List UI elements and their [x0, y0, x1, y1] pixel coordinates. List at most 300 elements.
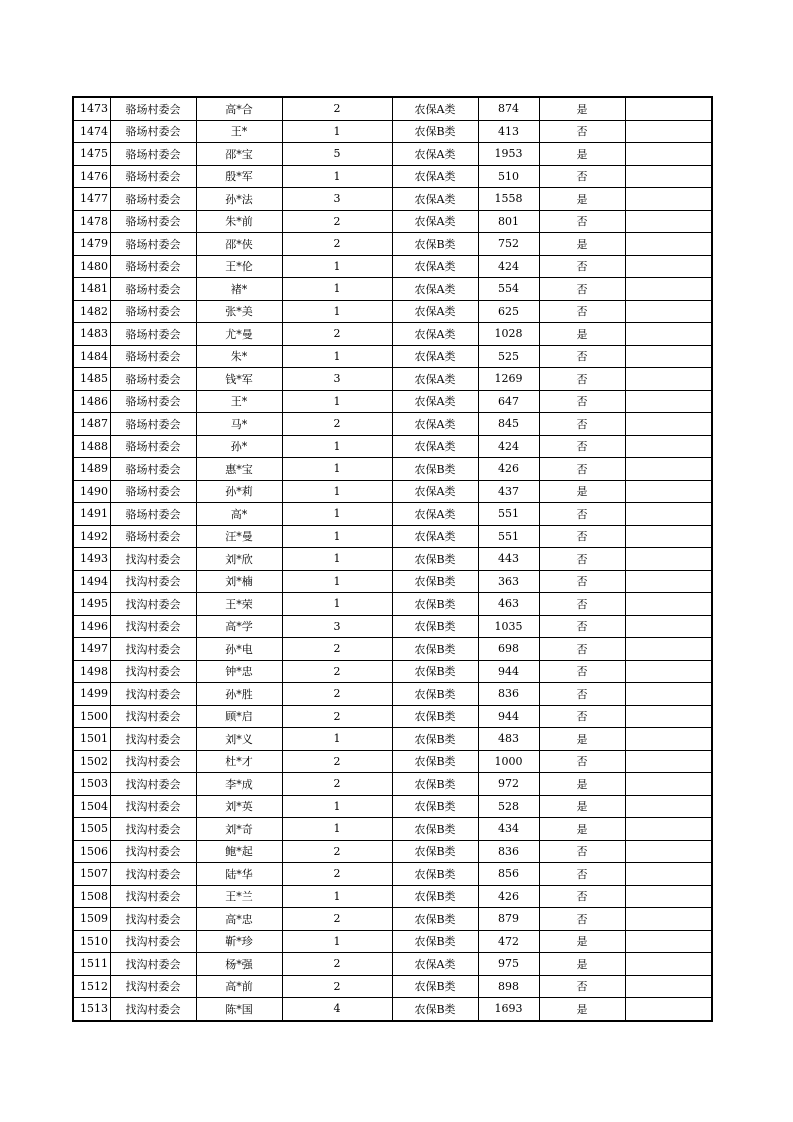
- amount-cell: 363: [478, 570, 539, 593]
- name-cell: 孙*电: [196, 638, 282, 661]
- insurance-category-cell: 农保B类: [392, 705, 478, 728]
- village-committee-cell: 找沟村委会: [110, 863, 196, 886]
- insurance-category-cell: 农保A类: [392, 503, 478, 526]
- village-committee-cell: 骆场村委会: [110, 255, 196, 278]
- village-committee-cell: 骆场村委会: [110, 278, 196, 301]
- flag-cell: 否: [539, 660, 625, 683]
- row-number-cell: 1480: [73, 255, 110, 278]
- village-committee-cell: 骆场村委会: [110, 435, 196, 458]
- row-number-cell: 1510: [73, 930, 110, 953]
- name-cell: 鲍*起: [196, 840, 282, 863]
- insurance-category-cell: 农保A类: [392, 323, 478, 346]
- remark-cell: [625, 233, 712, 256]
- amount-cell: 426: [478, 458, 539, 481]
- amount-cell: 975: [478, 953, 539, 976]
- table-row: [73, 728, 712, 751]
- row-number-cell: 1506: [73, 840, 110, 863]
- village-committee-cell: 找沟村委会: [110, 683, 196, 706]
- amount-cell: 1953: [478, 143, 539, 166]
- name-cell: 马*: [196, 413, 282, 436]
- name-cell: 朱*: [196, 345, 282, 368]
- remark-cell: [625, 840, 712, 863]
- row-number-cell: 1478: [73, 210, 110, 233]
- remark-cell: [625, 458, 712, 481]
- amount-cell: 898: [478, 975, 539, 998]
- flag-cell: 否: [539, 300, 625, 323]
- village-committee-cell: 骆场村委会: [110, 458, 196, 481]
- row-number-cell: 1503: [73, 773, 110, 796]
- name-cell: 孙*莉: [196, 480, 282, 503]
- household-count-cell: 3: [282, 368, 392, 391]
- household-count-cell: 1: [282, 120, 392, 143]
- village-committee-cell: 骆场村委会: [110, 390, 196, 413]
- name-cell: 尤*曼: [196, 323, 282, 346]
- amount-cell: 801: [478, 210, 539, 233]
- name-cell: 汪*曼: [196, 525, 282, 548]
- insurance-category-cell: 农保A类: [392, 413, 478, 436]
- amount-cell: 463: [478, 593, 539, 616]
- table-row: [73, 233, 712, 256]
- village-committee-cell: 找沟村委会: [110, 728, 196, 751]
- insurance-category-cell: 农保A类: [392, 390, 478, 413]
- remark-cell: [625, 773, 712, 796]
- flag-cell: 否: [539, 863, 625, 886]
- table-row: [73, 795, 712, 818]
- village-committee-cell: 找沟村委会: [110, 660, 196, 683]
- name-cell: 王*兰: [196, 885, 282, 908]
- household-count-cell: 2: [282, 840, 392, 863]
- table-row: [73, 97, 712, 120]
- name-cell: 陈*国: [196, 998, 282, 1021]
- flag-cell: 是: [539, 480, 625, 503]
- flag-cell: 否: [539, 840, 625, 863]
- insurance-category-cell: 农保B类: [392, 818, 478, 841]
- household-count-cell: 2: [282, 863, 392, 886]
- insurance-category-cell: 农保B类: [392, 728, 478, 751]
- remark-cell: [625, 930, 712, 953]
- village-committee-cell: 找沟村委会: [110, 593, 196, 616]
- flag-cell: 是: [539, 773, 625, 796]
- row-number-cell: 1505: [73, 818, 110, 841]
- table-row: [73, 660, 712, 683]
- household-count-cell: 3: [282, 188, 392, 211]
- flag-cell: 否: [539, 705, 625, 728]
- row-number-cell: 1492: [73, 525, 110, 548]
- village-committee-cell: 骆场村委会: [110, 345, 196, 368]
- household-count-cell: 2: [282, 908, 392, 931]
- household-count-cell: 1: [282, 930, 392, 953]
- flag-cell: 否: [539, 638, 625, 661]
- household-count-cell: 1: [282, 570, 392, 593]
- village-committee-cell: 找沟村委会: [110, 840, 196, 863]
- household-count-cell: 1: [282, 278, 392, 301]
- name-cell: 王*: [196, 120, 282, 143]
- flag-cell: 是: [539, 998, 625, 1021]
- insurance-category-cell: 农保B类: [392, 885, 478, 908]
- row-number-cell: 1513: [73, 998, 110, 1021]
- remark-cell: [625, 188, 712, 211]
- remark-cell: [625, 975, 712, 998]
- household-count-cell: 1: [282, 818, 392, 841]
- insurance-category-cell: 农保B类: [392, 840, 478, 863]
- row-number-cell: 1485: [73, 368, 110, 391]
- remark-cell: [625, 818, 712, 841]
- row-number-cell: 1479: [73, 233, 110, 256]
- table-row: [73, 188, 712, 211]
- amount-cell: 434: [478, 818, 539, 841]
- village-committee-cell: 骆场村委会: [110, 97, 196, 120]
- table-row: [73, 683, 712, 706]
- table-row: [73, 818, 712, 841]
- flag-cell: 否: [539, 615, 625, 638]
- village-committee-cell: 骆场村委会: [110, 188, 196, 211]
- remark-cell: [625, 278, 712, 301]
- remark-cell: [625, 863, 712, 886]
- amount-cell: 1269: [478, 368, 539, 391]
- remark-cell: [625, 885, 712, 908]
- household-count-cell: 1: [282, 795, 392, 818]
- name-cell: 孙*法: [196, 188, 282, 211]
- household-count-cell: 5: [282, 143, 392, 166]
- remark-cell: [625, 210, 712, 233]
- row-number-cell: 1481: [73, 278, 110, 301]
- table-body: [73, 97, 712, 1021]
- insurance-category-cell: 农保A类: [392, 165, 478, 188]
- village-committee-cell: 骆场村委会: [110, 300, 196, 323]
- village-committee-cell: 骆场村委会: [110, 143, 196, 166]
- amount-cell: 879: [478, 908, 539, 931]
- name-cell: 刘*欣: [196, 548, 282, 571]
- row-number-cell: 1504: [73, 795, 110, 818]
- row-number-cell: 1495: [73, 593, 110, 616]
- insurance-category-cell: 农保B类: [392, 773, 478, 796]
- table-row: [73, 885, 712, 908]
- remark-cell: [625, 120, 712, 143]
- village-committee-cell: 找沟村委会: [110, 930, 196, 953]
- insurance-category-cell: 农保A类: [392, 368, 478, 391]
- row-number-cell: 1496: [73, 615, 110, 638]
- name-cell: 张*美: [196, 300, 282, 323]
- household-count-cell: 1: [282, 480, 392, 503]
- amount-cell: 972: [478, 773, 539, 796]
- flag-cell: 否: [539, 458, 625, 481]
- household-count-cell: 2: [282, 323, 392, 346]
- remark-cell: [625, 660, 712, 683]
- village-committee-cell: 找沟村委会: [110, 818, 196, 841]
- remark-cell: [625, 413, 712, 436]
- insurance-category-cell: 农保B类: [392, 863, 478, 886]
- row-number-cell: 1494: [73, 570, 110, 593]
- household-count-cell: 1: [282, 435, 392, 458]
- insurance-category-cell: 农保A类: [392, 255, 478, 278]
- amount-cell: 472: [478, 930, 539, 953]
- flag-cell: 否: [539, 593, 625, 616]
- remark-cell: [625, 615, 712, 638]
- name-cell: 刘*楠: [196, 570, 282, 593]
- row-number-cell: 1501: [73, 728, 110, 751]
- household-count-cell: 1: [282, 165, 392, 188]
- name-cell: 王*: [196, 390, 282, 413]
- amount-cell: 836: [478, 840, 539, 863]
- village-committee-cell: 骆场村委会: [110, 368, 196, 391]
- row-number-cell: 1511: [73, 953, 110, 976]
- amount-cell: 551: [478, 503, 539, 526]
- insurance-category-cell: 农保A类: [392, 97, 478, 120]
- table-row: [73, 570, 712, 593]
- remark-cell: [625, 97, 712, 120]
- village-committee-cell: 骆场村委会: [110, 525, 196, 548]
- flag-cell: 否: [539, 683, 625, 706]
- flag-cell: 否: [539, 885, 625, 908]
- flag-cell: 否: [539, 120, 625, 143]
- table-row: [73, 840, 712, 863]
- flag-cell: 是: [539, 728, 625, 751]
- remark-cell: [625, 953, 712, 976]
- insurance-category-cell: 农保B类: [392, 120, 478, 143]
- row-number-cell: 1482: [73, 300, 110, 323]
- village-committee-cell: 骆场村委会: [110, 503, 196, 526]
- row-number-cell: 1497: [73, 638, 110, 661]
- remark-cell: [625, 345, 712, 368]
- amount-cell: 647: [478, 390, 539, 413]
- village-committee-cell: 找沟村委会: [110, 548, 196, 571]
- row-number-cell: 1509: [73, 908, 110, 931]
- table-row: [73, 953, 712, 976]
- insurance-category-cell: 农保A类: [392, 480, 478, 503]
- household-count-cell: 1: [282, 390, 392, 413]
- flag-cell: 否: [539, 278, 625, 301]
- remark-cell: [625, 998, 712, 1021]
- remark-cell: [625, 908, 712, 931]
- insurance-category-cell: 农保B类: [392, 615, 478, 638]
- row-number-cell: 1489: [73, 458, 110, 481]
- amount-cell: 437: [478, 480, 539, 503]
- row-number-cell: 1476: [73, 165, 110, 188]
- row-number-cell: 1486: [73, 390, 110, 413]
- village-committee-cell: 找沟村委会: [110, 570, 196, 593]
- insurance-category-cell: 农保B类: [392, 570, 478, 593]
- insurance-category-cell: 农保B类: [392, 683, 478, 706]
- household-count-cell: 2: [282, 638, 392, 661]
- household-count-cell: 1: [282, 728, 392, 751]
- row-number-cell: 1500: [73, 705, 110, 728]
- insurance-category-cell: 农保B类: [392, 795, 478, 818]
- flag-cell: 否: [539, 908, 625, 931]
- village-committee-cell: 找沟村委会: [110, 750, 196, 773]
- flag-cell: 否: [539, 525, 625, 548]
- name-cell: 惠*宝: [196, 458, 282, 481]
- row-number-cell: 1512: [73, 975, 110, 998]
- village-committee-cell: 骆场村委会: [110, 233, 196, 256]
- remark-cell: [625, 638, 712, 661]
- village-committee-cell: 找沟村委会: [110, 885, 196, 908]
- remark-cell: [625, 750, 712, 773]
- remark-cell: [625, 683, 712, 706]
- name-cell: 刘*英: [196, 795, 282, 818]
- household-count-cell: 2: [282, 683, 392, 706]
- amount-cell: 483: [478, 728, 539, 751]
- amount-cell: 944: [478, 660, 539, 683]
- household-count-cell: 2: [282, 233, 392, 256]
- remark-cell: [625, 705, 712, 728]
- remark-cell: [625, 368, 712, 391]
- table-row: [73, 705, 712, 728]
- insurance-category-cell: 农保A类: [392, 300, 478, 323]
- insurance-category-cell: 农保B类: [392, 975, 478, 998]
- amount-cell: 1558: [478, 188, 539, 211]
- name-cell: 高*: [196, 503, 282, 526]
- table-row: [73, 998, 712, 1021]
- table-row: [73, 773, 712, 796]
- insurance-category-cell: 农保B类: [392, 750, 478, 773]
- name-cell: 钱*军: [196, 368, 282, 391]
- household-count-cell: 2: [282, 210, 392, 233]
- village-committee-cell: 找沟村委会: [110, 953, 196, 976]
- table-row: [73, 503, 712, 526]
- remark-cell: [625, 593, 712, 616]
- village-committee-cell: 找沟村委会: [110, 795, 196, 818]
- amount-cell: 1000: [478, 750, 539, 773]
- data-table: [72, 96, 713, 1022]
- amount-cell: 554: [478, 278, 539, 301]
- village-committee-cell: 找沟村委会: [110, 615, 196, 638]
- household-count-cell: 1: [282, 525, 392, 548]
- table-row: [73, 323, 712, 346]
- insurance-category-cell: 农保B类: [392, 458, 478, 481]
- flag-cell: 否: [539, 345, 625, 368]
- remark-cell: [625, 570, 712, 593]
- name-cell: 刘*奇: [196, 818, 282, 841]
- household-count-cell: 2: [282, 953, 392, 976]
- name-cell: 褚*: [196, 278, 282, 301]
- remark-cell: [625, 525, 712, 548]
- village-committee-cell: 找沟村委会: [110, 998, 196, 1021]
- table-row: [73, 210, 712, 233]
- table-row: [73, 435, 712, 458]
- amount-cell: 752: [478, 233, 539, 256]
- row-number-cell: 1487: [73, 413, 110, 436]
- village-committee-cell: 骆场村委会: [110, 413, 196, 436]
- table-row: [73, 750, 712, 773]
- flag-cell: 否: [539, 435, 625, 458]
- amount-cell: 1028: [478, 323, 539, 346]
- household-count-cell: 4: [282, 998, 392, 1021]
- village-committee-cell: 找沟村委会: [110, 705, 196, 728]
- table-row: [73, 480, 712, 503]
- insurance-category-cell: 农保A类: [392, 188, 478, 211]
- flag-cell: 否: [539, 503, 625, 526]
- table-row: [73, 165, 712, 188]
- insurance-category-cell: 农保A类: [392, 953, 478, 976]
- table-row: [73, 908, 712, 931]
- table-row: [73, 345, 712, 368]
- table-row: [73, 930, 712, 953]
- household-count-cell: 2: [282, 660, 392, 683]
- household-count-cell: 2: [282, 975, 392, 998]
- amount-cell: 510: [478, 165, 539, 188]
- insurance-category-cell: 农保A类: [392, 525, 478, 548]
- table-row: [73, 120, 712, 143]
- village-committee-cell: 找沟村委会: [110, 975, 196, 998]
- table-row: [73, 638, 712, 661]
- flag-cell: 是: [539, 188, 625, 211]
- remark-cell: [625, 165, 712, 188]
- amount-cell: 528: [478, 795, 539, 818]
- insurance-category-cell: 农保B类: [392, 930, 478, 953]
- table-row: [73, 300, 712, 323]
- amount-cell: 551: [478, 525, 539, 548]
- flag-cell: 否: [539, 210, 625, 233]
- table-row: [73, 593, 712, 616]
- name-cell: 孙*: [196, 435, 282, 458]
- insurance-category-cell: 农保B类: [392, 638, 478, 661]
- village-committee-cell: 骆场村委会: [110, 480, 196, 503]
- flag-cell: 是: [539, 143, 625, 166]
- row-number-cell: 1498: [73, 660, 110, 683]
- name-cell: 李*成: [196, 773, 282, 796]
- amount-cell: 944: [478, 705, 539, 728]
- amount-cell: 874: [478, 97, 539, 120]
- flag-cell: 是: [539, 818, 625, 841]
- remark-cell: [625, 300, 712, 323]
- flag-cell: 是: [539, 323, 625, 346]
- household-count-cell: 1: [282, 458, 392, 481]
- amount-cell: 856: [478, 863, 539, 886]
- name-cell: 朱*前: [196, 210, 282, 233]
- remark-cell: [625, 323, 712, 346]
- remark-cell: [625, 255, 712, 278]
- village-committee-cell: 骆场村委会: [110, 210, 196, 233]
- name-cell: 殷*军: [196, 165, 282, 188]
- household-count-cell: 1: [282, 255, 392, 278]
- name-cell: 高*忠: [196, 908, 282, 931]
- name-cell: 高*合: [196, 97, 282, 120]
- remark-cell: [625, 390, 712, 413]
- insurance-category-cell: 农保B类: [392, 233, 478, 256]
- flag-cell: 否: [539, 368, 625, 391]
- flag-cell: 是: [539, 930, 625, 953]
- insurance-category-cell: 农保A类: [392, 435, 478, 458]
- insurance-category-cell: 农保B类: [392, 548, 478, 571]
- row-number-cell: 1493: [73, 548, 110, 571]
- household-count-cell: 2: [282, 413, 392, 436]
- amount-cell: 413: [478, 120, 539, 143]
- remark-cell: [625, 435, 712, 458]
- flag-cell: 否: [539, 390, 625, 413]
- name-cell: 杨*强: [196, 953, 282, 976]
- flag-cell: 否: [539, 165, 625, 188]
- household-count-cell: 1: [282, 503, 392, 526]
- remark-cell: [625, 728, 712, 751]
- name-cell: 王*荣: [196, 593, 282, 616]
- flag-cell: 是: [539, 795, 625, 818]
- table-row: [73, 143, 712, 166]
- row-number-cell: 1473: [73, 97, 110, 120]
- remark-cell: [625, 480, 712, 503]
- table-row: [73, 368, 712, 391]
- table-row: [73, 458, 712, 481]
- table-row: [73, 413, 712, 436]
- household-count-cell: 1: [282, 300, 392, 323]
- flag-cell: 否: [539, 750, 625, 773]
- table-row: [73, 278, 712, 301]
- table-row: [73, 525, 712, 548]
- insurance-category-cell: 农保A类: [392, 345, 478, 368]
- name-cell: 刘*义: [196, 728, 282, 751]
- insurance-category-cell: 农保B类: [392, 660, 478, 683]
- village-committee-cell: 找沟村委会: [110, 638, 196, 661]
- row-number-cell: 1508: [73, 885, 110, 908]
